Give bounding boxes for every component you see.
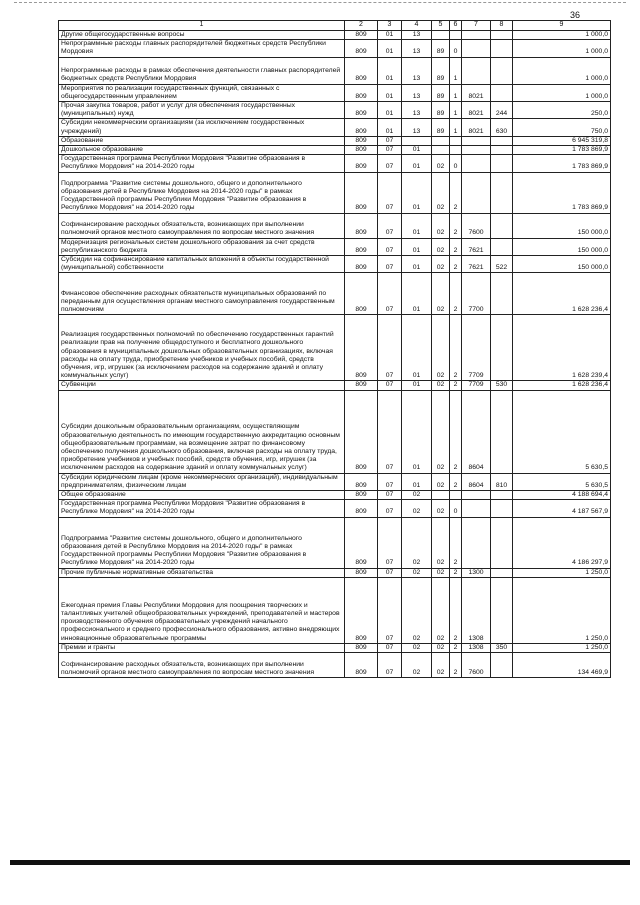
- table-row: [59, 643, 611, 652]
- row-code-c4: 01: [402, 315, 432, 381]
- row-label: Подпрограмма "Развитие системы дошкольного, общего и дополнительного образования детей в Республике Мордовия на 2014-2020 годы" в рамках Государственной программы Республики Мордовия "Развитие образования в Республике Мордовия" на 2014-2020 годы: [59, 517, 345, 568]
- row-amount: 750,0: [513, 119, 611, 136]
- row-code-c5: 02: [432, 381, 450, 390]
- row-code-c7: 8604: [462, 390, 491, 473]
- row-code-c3: 01: [378, 119, 402, 136]
- row-amount: 1 250,0: [513, 643, 611, 652]
- row-code-c2: 809: [345, 491, 378, 500]
- row-code-c3: 07: [378, 172, 402, 213]
- row-code-c4: 01: [402, 381, 432, 390]
- row-label: Субсидии на софинансирование капитальных вложений в объекты государственной (муниципальной) собственности: [59, 256, 345, 273]
- row-code-c5: 02: [432, 155, 450, 172]
- row-code-c7: 8021: [462, 102, 491, 119]
- header-cell: 4: [402, 21, 432, 31]
- row-amount: 4 186 297,9: [513, 517, 611, 568]
- row-code-c3: 07: [378, 146, 402, 155]
- row-code-c7: 7621: [462, 256, 491, 273]
- row-code-c5: [432, 491, 450, 500]
- row-label: Мероприятия по реализации государственных функций, связанных с общегосударственным управлением: [59, 84, 345, 101]
- row-code-c5: 02: [432, 643, 450, 652]
- row-code-c2: 809: [345, 390, 378, 473]
- row-code-c8: [491, 31, 513, 40]
- row-code-c8: 630: [491, 119, 513, 136]
- row-code-c3: 07: [378, 136, 402, 145]
- row-label: Премии и гранты: [59, 643, 345, 652]
- row-code-c6: 1: [450, 84, 462, 101]
- row-code-c3: 07: [378, 273, 402, 315]
- row-code-c8: [491, 155, 513, 172]
- row-code-c2: 809: [345, 40, 378, 57]
- row-code-c7: [462, 517, 491, 568]
- row-code-c6: 2: [450, 653, 462, 678]
- row-code-c3: 01: [378, 40, 402, 57]
- table-row: [59, 213, 611, 238]
- row-label: Другие общегосударственные вопросы: [59, 31, 345, 40]
- row-code-c6: 2: [450, 256, 462, 273]
- row-code-c7: 1308: [462, 643, 491, 652]
- row-code-c2: 809: [345, 213, 378, 238]
- row-code-c7: [462, 31, 491, 40]
- row-code-c2: 809: [345, 119, 378, 136]
- table-row: [59, 381, 611, 390]
- row-code-c8: [491, 577, 513, 643]
- row-code-c2: 809: [345, 84, 378, 101]
- row-code-c4: 01: [402, 256, 432, 273]
- row-amount: 6 945 319,8: [513, 136, 611, 145]
- row-code-c8: [491, 517, 513, 568]
- row-code-c6: 0: [450, 155, 462, 172]
- row-code-c2: 809: [345, 57, 378, 84]
- row-amount: 4 188 694,4: [513, 491, 611, 500]
- row-code-c7: 7600: [462, 653, 491, 678]
- row-code-c8: [491, 273, 513, 315]
- row-code-c2: 809: [345, 517, 378, 568]
- table-row: [59, 273, 611, 315]
- row-code-c2: 809: [345, 653, 378, 678]
- row-code-c2: 809: [345, 155, 378, 172]
- row-label: Софинансирование расходных обязательств, возникающих при выполнении полномочий органов местного самоуправления по вопросам местного значения: [59, 653, 345, 678]
- row-code-c2: 809: [345, 315, 378, 381]
- top-dashed-rule: [14, 2, 626, 3]
- row-code-c5: 89: [432, 119, 450, 136]
- row-code-c6: 2: [450, 213, 462, 238]
- row-code-c8: [491, 238, 513, 255]
- row-label: Субсидии дошкольным образовательным организациям, осуществляющим образовательную деятельность по имеющим государственную аккредитацию основным общеобразовательным программам, на возмещение затрат по финансовому обеспечению получения дошкольного образования, включая расходы на оплату труда, приобретение учебников и учебных пособий, средств обучения, игр, игрушек (за исключением расходов на содержание зданий и оплату коммунальных услуг): [59, 390, 345, 473]
- table-row: [59, 238, 611, 255]
- row-code-c7: 7709: [462, 381, 491, 390]
- table-row: [59, 491, 611, 500]
- header-cell: 2: [345, 21, 378, 31]
- row-code-c7: 1300: [462, 568, 491, 577]
- row-code-c3: 01: [378, 31, 402, 40]
- table-row: [59, 136, 611, 145]
- row-code-c7: 8604: [462, 473, 491, 490]
- row-code-c4: 13: [402, 119, 432, 136]
- row-code-c2: 809: [345, 31, 378, 40]
- row-code-c3: 07: [378, 390, 402, 473]
- row-label: Прочая закупка товаров, работ и услуг для обеспечения государственных (муниципальных) нужд: [59, 102, 345, 119]
- row-code-c4: 02: [402, 568, 432, 577]
- row-code-c5: 02: [432, 273, 450, 315]
- table-row: [59, 390, 611, 473]
- header-cell: 1: [59, 21, 345, 31]
- row-label: Подпрограмма "Развитие системы дошкольного, общего и дополнительного образования детей в Республике Мордовия на 2014-2020 годы" в рамках Государственной программы Республики Мордовия "Развитие образования в Республике Мордовия" на 2014-2020 годы: [59, 172, 345, 213]
- row-code-c6: [450, 136, 462, 145]
- row-code-c5: 02: [432, 256, 450, 273]
- row-code-c7: [462, 172, 491, 213]
- row-label: Непрограммные расходы в рамках обеспечения деятельности главных распорядителей бюджетных средств Республики Мордовия: [59, 57, 345, 84]
- row-code-c8: [491, 146, 513, 155]
- row-code-c8: [491, 40, 513, 57]
- row-code-c6: 2: [450, 238, 462, 255]
- row-code-c3: 07: [378, 491, 402, 500]
- table-row: [59, 256, 611, 273]
- row-label: Субсидии некоммерческим организациям (за исключением государственных учреждений): [59, 119, 345, 136]
- budget-table: [58, 20, 611, 678]
- row-code-c4: [402, 136, 432, 145]
- row-code-c8: [491, 136, 513, 145]
- budget-sheet: [58, 20, 610, 678]
- row-code-c4: 13: [402, 102, 432, 119]
- row-code-c3: 07: [378, 517, 402, 568]
- row-code-c6: 2: [450, 390, 462, 473]
- row-amount: 150 000,0: [513, 238, 611, 255]
- header-cell: 7: [462, 21, 491, 31]
- table-row: [59, 517, 611, 568]
- row-code-c4: 01: [402, 238, 432, 255]
- row-code-c6: 2: [450, 172, 462, 213]
- row-code-c7: [462, 491, 491, 500]
- row-code-c4: 01: [402, 172, 432, 213]
- table-row: [59, 119, 611, 136]
- row-code-c2: 809: [345, 381, 378, 390]
- row-code-c5: 02: [432, 653, 450, 678]
- row-label: Финансовое обеспечение расходных обязательств муниципальных образований по переданным для осуществления органам местного самоуправления государственным полномочиям: [59, 273, 345, 315]
- row-amount: 5 630,5: [513, 473, 611, 490]
- table-row: [59, 84, 611, 101]
- row-code-c2: 809: [345, 102, 378, 119]
- row-amount: 1 628 236,4: [513, 381, 611, 390]
- row-code-c4: 13: [402, 40, 432, 57]
- row-code-c3: 07: [378, 653, 402, 678]
- header-cell: 3: [378, 21, 402, 31]
- row-amount: 5 630,5: [513, 390, 611, 473]
- row-amount: 150 000,0: [513, 256, 611, 273]
- row-code-c2: 809: [345, 146, 378, 155]
- row-amount: 250,0: [513, 102, 611, 119]
- row-code-c6: 2: [450, 568, 462, 577]
- row-code-c6: 2: [450, 381, 462, 390]
- row-code-c4: 02: [402, 643, 432, 652]
- row-label: Субсидии юридическим лицам (кроме некоммерческих организаций), индивидуальным предпринимателям, физическим лицам: [59, 473, 345, 490]
- row-label: Софинансирование расходных обязательств, возникающих при выполнении полномочий органов местного самоуправления по вопросам местного значения: [59, 213, 345, 238]
- row-amount: 1 000,0: [513, 31, 611, 40]
- row-label: Общее образование: [59, 491, 345, 500]
- row-label: Дошкольное образование: [59, 146, 345, 155]
- row-code-c5: 02: [432, 172, 450, 213]
- row-code-c5: 02: [432, 213, 450, 238]
- row-code-c6: 2: [450, 473, 462, 490]
- row-code-c6: 2: [450, 577, 462, 643]
- row-code-c4: 02: [402, 491, 432, 500]
- row-label: Непрограммные расходы главных распорядителей бюджетных средств Республики Мордовия: [59, 40, 345, 57]
- table-header-row: [59, 21, 611, 31]
- row-code-c5: 89: [432, 102, 450, 119]
- row-code-c6: 1: [450, 119, 462, 136]
- header-cell: 9: [513, 21, 611, 31]
- row-code-c4: 02: [402, 500, 432, 517]
- table-row: [59, 172, 611, 213]
- row-code-c3: 07: [378, 155, 402, 172]
- row-code-c8: [491, 653, 513, 678]
- row-code-c7: 7621: [462, 238, 491, 255]
- row-code-c6: 0: [450, 40, 462, 57]
- row-code-c5: 02: [432, 315, 450, 381]
- row-code-c5: 02: [432, 500, 450, 517]
- bottom-black-rule: [10, 860, 630, 865]
- row-code-c3: 07: [378, 381, 402, 390]
- row-code-c8: [491, 568, 513, 577]
- row-code-c8: 522: [491, 256, 513, 273]
- row-code-c5: 02: [432, 577, 450, 643]
- row-code-c4: 13: [402, 57, 432, 84]
- row-code-c6: 2: [450, 273, 462, 315]
- row-amount: 1 628 239,4: [513, 315, 611, 381]
- row-code-c5: [432, 31, 450, 40]
- row-code-c4: 01: [402, 146, 432, 155]
- row-amount: 1 000,0: [513, 84, 611, 101]
- row-code-c5: [432, 136, 450, 145]
- table-row: [59, 102, 611, 119]
- row-code-c7: 7700: [462, 273, 491, 315]
- page-number: 36: [570, 10, 581, 20]
- row-amount: 150 000,0: [513, 213, 611, 238]
- row-code-c8: 244: [491, 102, 513, 119]
- row-amount: 134 469,9: [513, 653, 611, 678]
- row-code-c7: 7600: [462, 213, 491, 238]
- table-row: [59, 473, 611, 490]
- row-code-c8: 350: [491, 643, 513, 652]
- row-code-c3: 07: [378, 315, 402, 381]
- table-row: [59, 653, 611, 678]
- row-code-c5: 02: [432, 390, 450, 473]
- row-code-c8: [491, 84, 513, 101]
- row-code-c2: 809: [345, 577, 378, 643]
- row-code-c8: [491, 57, 513, 84]
- row-code-c4: 01: [402, 213, 432, 238]
- row-code-c4: 01: [402, 390, 432, 473]
- row-code-c8: 810: [491, 473, 513, 490]
- row-code-c2: 809: [345, 172, 378, 213]
- row-code-c5: 89: [432, 57, 450, 84]
- row-code-c2: 809: [345, 568, 378, 577]
- row-code-c7: [462, 146, 491, 155]
- row-code-c7: [462, 136, 491, 145]
- row-code-c7: [462, 500, 491, 517]
- row-code-c3: 07: [378, 213, 402, 238]
- row-code-c4: 13: [402, 31, 432, 40]
- row-code-c2: 809: [345, 256, 378, 273]
- row-amount: 1 250,0: [513, 568, 611, 577]
- row-code-c4: 02: [402, 577, 432, 643]
- row-label: Образование: [59, 136, 345, 145]
- row-code-c8: [491, 213, 513, 238]
- row-code-c7: 8021: [462, 84, 491, 101]
- row-code-c5: 02: [432, 517, 450, 568]
- row-code-c6: 1: [450, 102, 462, 119]
- row-code-c4: 13: [402, 84, 432, 101]
- header-cell: 8: [491, 21, 513, 31]
- row-amount: 1 783 869,9: [513, 146, 611, 155]
- row-code-c6: 0: [450, 500, 462, 517]
- row-code-c3: 07: [378, 568, 402, 577]
- table-row: [59, 40, 611, 57]
- row-code-c3: 01: [378, 102, 402, 119]
- row-code-c2: 809: [345, 273, 378, 315]
- row-code-c3: 07: [378, 473, 402, 490]
- row-code-c8: [491, 500, 513, 517]
- row-label: Субвенции: [59, 381, 345, 390]
- row-label: Государственная программа Республики Мордовия "Развитие образования в Республике Мордовия" на 2014-2020 годы: [59, 155, 345, 172]
- row-label: Реализация государственных полномочий по обеспечению государственных гарантий реализации прав на получение общедоступного и бесплатного дошкольного образования в муниципальных дошкольных образовательных организациях, включая расходы на оплату труда, приобретение учебников и учебных пособий, средств обучения, игр, игрушек (за исключением расходов на содержание зданий и оплату коммунальных услуг): [59, 315, 345, 381]
- table-row: [59, 57, 611, 84]
- row-code-c6: [450, 31, 462, 40]
- row-code-c5: 02: [432, 238, 450, 255]
- row-code-c2: 809: [345, 473, 378, 490]
- row-code-c3: 07: [378, 256, 402, 273]
- table-row: [59, 155, 611, 172]
- row-code-c5: 02: [432, 473, 450, 490]
- row-code-c4: 01: [402, 473, 432, 490]
- row-code-c3: 07: [378, 643, 402, 652]
- row-code-c4: 02: [402, 653, 432, 678]
- table-row: [59, 568, 611, 577]
- row-code-c2: 809: [345, 136, 378, 145]
- row-code-c6: 2: [450, 517, 462, 568]
- row-amount: 1 000,0: [513, 40, 611, 57]
- row-code-c7: [462, 57, 491, 84]
- row-label: Ежегодная премия Главы Республики Мордовия для поощрения творческих и талантливых учителей общеобразовательных учреждений, преподавателей и мастеров производственного обучения образовательных учреждений начального профессионального и среднего профессионального образования, активно внедряющих инновационные образовательные программы: [59, 577, 345, 643]
- row-code-c8: [491, 491, 513, 500]
- row-code-c5: 89: [432, 84, 450, 101]
- header-cell: 6: [450, 21, 462, 31]
- row-label: Модернизация региональных систем дошкольного образования за счет средств республиканского бюджета: [59, 238, 345, 255]
- row-code-c6: 2: [450, 315, 462, 381]
- row-code-c5: 02: [432, 568, 450, 577]
- row-code-c2: 809: [345, 500, 378, 517]
- table-row: [59, 577, 611, 643]
- row-code-c8: 530: [491, 381, 513, 390]
- row-code-c7: 7709: [462, 315, 491, 381]
- row-code-c3: 07: [378, 238, 402, 255]
- row-code-c6: 1: [450, 57, 462, 84]
- row-code-c3: 01: [378, 84, 402, 101]
- row-label: Прочие публичные нормативные обязательства: [59, 568, 345, 577]
- row-label: Государственная программа Республики Мордовия "Развитие образования в Республике Мордовия" на 2014-2020 годы: [59, 500, 345, 517]
- row-amount: 1 783 869,9: [513, 172, 611, 213]
- row-code-c4: 01: [402, 155, 432, 172]
- row-code-c7: [462, 40, 491, 57]
- row-amount: 4 187 567,9: [513, 500, 611, 517]
- row-code-c7: 8021: [462, 119, 491, 136]
- row-code-c2: 809: [345, 643, 378, 652]
- table-row: [59, 315, 611, 381]
- row-code-c4: 01: [402, 273, 432, 315]
- row-code-c7: 1308: [462, 577, 491, 643]
- row-code-c6: [450, 146, 462, 155]
- table-row: [59, 500, 611, 517]
- row-code-c8: [491, 390, 513, 473]
- header-cell: 5: [432, 21, 450, 31]
- row-amount: 1 783 869,9: [513, 155, 611, 172]
- row-code-c5: [432, 146, 450, 155]
- row-amount: 1 628 236,4: [513, 273, 611, 315]
- row-code-c2: 809: [345, 238, 378, 255]
- table-row: [59, 146, 611, 155]
- row-code-c3: 07: [378, 577, 402, 643]
- row-code-c6: 2: [450, 643, 462, 652]
- row-amount: 1 000,0: [513, 57, 611, 84]
- row-code-c8: [491, 172, 513, 213]
- row-code-c6: [450, 491, 462, 500]
- row-code-c4: 02: [402, 517, 432, 568]
- row-code-c3: 07: [378, 500, 402, 517]
- row-code-c5: 89: [432, 40, 450, 57]
- row-code-c3: 01: [378, 57, 402, 84]
- table-row: [59, 31, 611, 40]
- row-code-c7: [462, 155, 491, 172]
- row-amount: 1 250,0: [513, 577, 611, 643]
- row-code-c8: [491, 315, 513, 381]
